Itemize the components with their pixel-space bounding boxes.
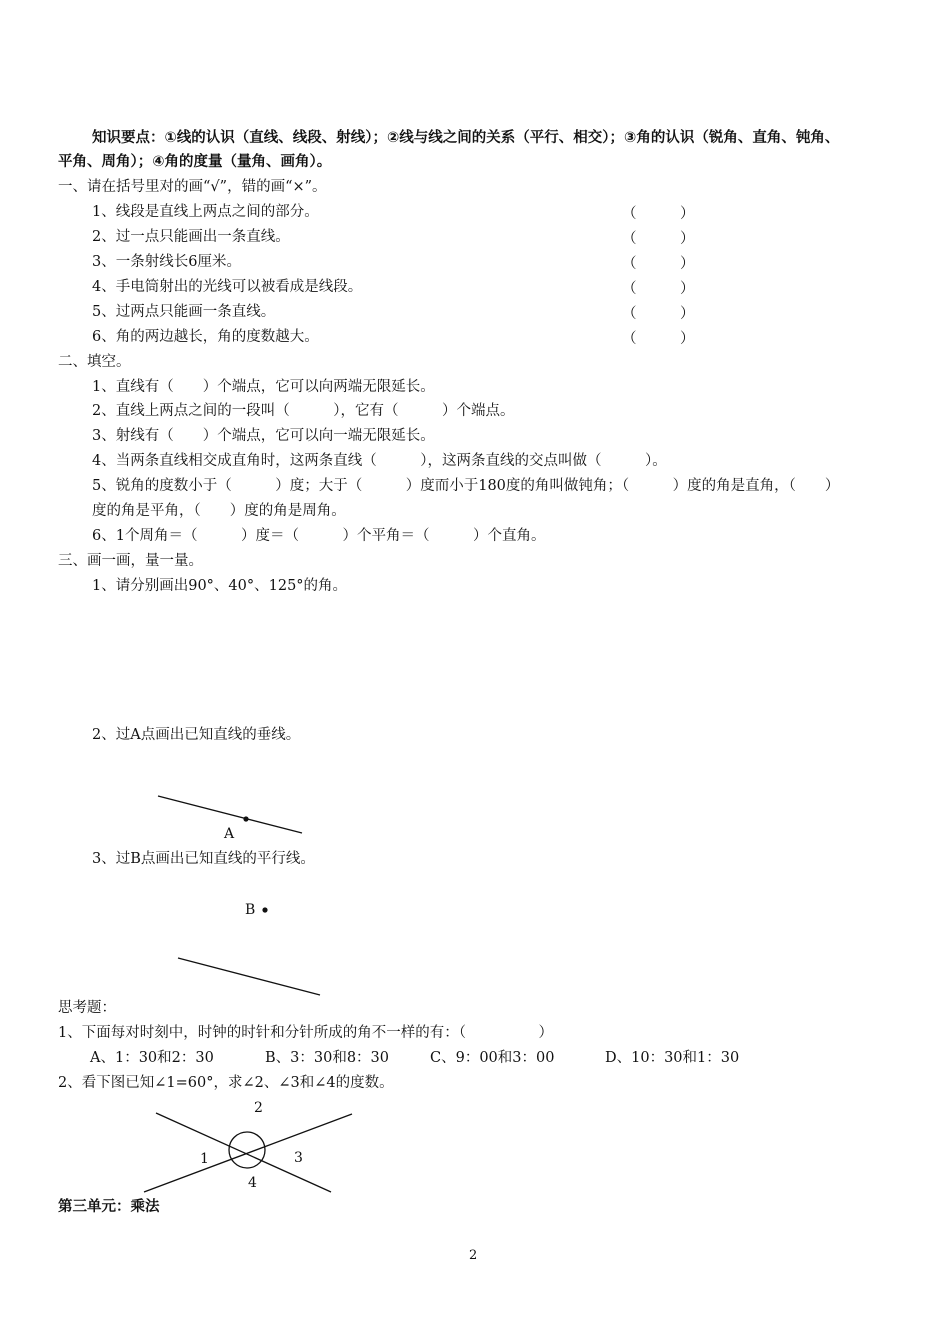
section3-q1: 1、请分别画出90°、40°、125°的角。 bbox=[92, 578, 348, 594]
section3-q2: 2、过A点画出已知直线的垂线。 bbox=[92, 727, 301, 743]
point-b-label: B bbox=[245, 902, 256, 918]
section1-item-6: 6、角的两边越长，角的度数越大。 bbox=[92, 329, 319, 345]
angle-label-2: 2 bbox=[254, 1100, 263, 1116]
option-d[interactable]: D、10：30和1：30 bbox=[605, 1050, 740, 1066]
option-b[interactable]: B、3：30和8：30 bbox=[265, 1050, 390, 1066]
answer-blank-5[interactable]: （ ） bbox=[622, 306, 695, 322]
section1-item-3: 3、一条射线长6厘米。 bbox=[92, 254, 241, 270]
section3-q3: 3、过B点画出已知直线的平行线。 bbox=[92, 851, 315, 867]
section1-item-1: 1、线段是直线上两点之间的部分。 bbox=[92, 204, 319, 220]
answer-blank-2[interactable]: （ ） bbox=[622, 231, 695, 247]
section2-item-1: 1、直线有（ ）个端点，它可以向两端无限延长。 bbox=[92, 379, 435, 395]
angle-label-1: 1 bbox=[200, 1151, 209, 1167]
section2-item-4: 4、当两条直线相交成直角时，这两条直线（ ），这两条直线的交点叫做（ ）。 bbox=[92, 453, 667, 469]
section1-item-2: 2、过一点只能画出一条直线。 bbox=[92, 229, 290, 245]
given-line-b bbox=[178, 958, 320, 995]
section1-title: 一、请在括号里对的画“√”，错的画“×”。 bbox=[58, 179, 327, 195]
answer-blank-6[interactable]: （ ） bbox=[622, 331, 695, 347]
section2-item-2: 2、直线上两点之间的一段叫（ ），它有（ ）个端点。 bbox=[92, 403, 515, 419]
point-a-label: A bbox=[224, 826, 235, 842]
thinking-q1: 1、下面每对时刻中，时钟的时针和分针所成的角不一样的有：（ ） bbox=[58, 1025, 553, 1041]
angle-label-4: 4 bbox=[248, 1175, 257, 1191]
unit-title: 第三单元：乘法 bbox=[58, 1199, 160, 1215]
section2-item-5-cont: 度的角是平角，（ ）度的角是周角。 bbox=[92, 503, 346, 519]
option-a[interactable]: A、1：30和2：30 bbox=[90, 1050, 214, 1066]
section2-title: 二、填空。 bbox=[58, 354, 131, 370]
key-points-line-2: 平角、周角）；④角的度量（量角、画角）。 bbox=[58, 154, 332, 170]
thinking-q2: 2、看下图已知∠1=60°，求∠2、∠3和∠4的度数。 bbox=[58, 1075, 394, 1091]
angle-label-3: 3 bbox=[294, 1150, 303, 1166]
answer-blank-4[interactable]: （ ） bbox=[622, 281, 695, 297]
section2-item-3: 3、射线有（ ）个端点，它可以向一端无限延长。 bbox=[92, 428, 435, 444]
section2-item-6: 6、1个周角＝（ ）度＝（ ）个平角＝（ ）个直角。 bbox=[92, 528, 546, 544]
key-points-line-1: 知识要点：①线的认识（直线、线段、射线）；②线与线之间的关系（平行、相交）；③角的认识（锐角、直角、钝角、 bbox=[92, 130, 840, 146]
option-c[interactable]: C、9：00和3：00 bbox=[430, 1050, 555, 1066]
page-number: 2 bbox=[469, 1248, 478, 1263]
answer-blank-1[interactable]: （ ） bbox=[622, 206, 695, 222]
section3-title: 三、画一画，量一量。 bbox=[58, 553, 203, 569]
angle-circle bbox=[229, 1132, 265, 1168]
point-b-dot bbox=[262, 907, 267, 912]
answer-blank-3[interactable]: （ ） bbox=[622, 256, 695, 272]
section1-item-5: 5、过两点只能画一条直线。 bbox=[92, 304, 276, 320]
section1-item-4: 4、手电筒射出的光线可以被看成是线段。 bbox=[92, 279, 363, 295]
intersecting-line-1 bbox=[156, 1113, 331, 1192]
point-a-dot bbox=[243, 816, 248, 821]
section2-item-5: 5、锐角的度数小于（ ）度；大于（ ）度而小于180度的角叫做钝角；（ ）度的角是直角，（ ） bbox=[92, 478, 840, 494]
thinking-title: 思考题： bbox=[58, 1000, 116, 1016]
